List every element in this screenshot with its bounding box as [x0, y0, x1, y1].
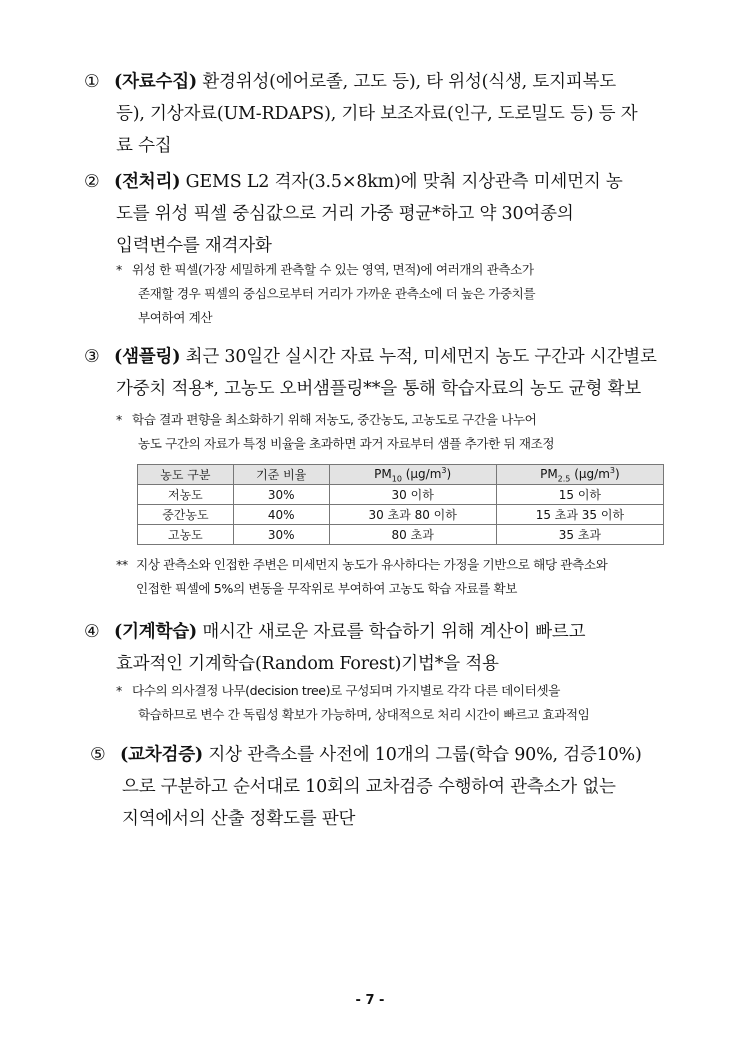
footnote-line: 학습 결과 편향을 최소화하기 위해 저농도, 중간농도, 고농도로 구간을 나누어: [132, 412, 537, 427]
item-preprocessing: [84, 166, 674, 262]
table-cell: 35 초과: [496, 525, 663, 545]
table-header-cell: 기준 비율: [233, 465, 329, 485]
table-cell: 15 초과 35 이하: [496, 505, 663, 525]
table-header-row: [138, 465, 664, 485]
table-cell: 80 초과: [329, 525, 496, 545]
item-text-line: GEMS L2 격자(3.5×8km)에 맞춰 지상관측 미세먼지 농: [180, 172, 623, 192]
footnote-line: 농도 구간의 자료가 특정 비율을 초과하면 과거 자료부터 샘플 추가한 뒤 재조정: [138, 436, 555, 451]
item-text-line: 매시간 새로운 자료를 학습하기 위해 계산이 빠르고: [196, 622, 586, 642]
page-number: - 7 -: [355, 993, 385, 1008]
footnote-mark: **: [116, 557, 128, 572]
concentration-table: [137, 464, 664, 545]
footnote-line: 위성 한 픽셀(가장 세밀하게 관측할 수 있는 영역, 면적)에 여러개의 관측소가: [132, 262, 534, 277]
table-cell: 30%: [233, 485, 329, 505]
item-machine-learning: [84, 616, 674, 680]
footnote-mark: *: [116, 683, 122, 698]
footnote-line: 부여하여 계산: [138, 310, 213, 325]
item-lead: (교차검증): [120, 745, 203, 765]
item-text-line: 입력변수를 재격자화: [116, 236, 272, 256]
footnote-line: 학습하므로 변수 간 독립성 확보가 가능하며, 상대적으로 처리 시간이 빠르고 효과적임: [138, 707, 590, 722]
table-header-cell: $PM_{10}$ $(\mu g/m^3)$: [329, 465, 496, 485]
table-cell: 30%: [233, 525, 329, 545]
footnote-sampling-weight: [116, 408, 680, 456]
item-data-collection: [84, 66, 674, 162]
footnote-line: 지상 관측소와 인접한 주변은 미세먼지 농도가 유사하다는 가정을 기반으로 해당 관측소와: [136, 557, 608, 572]
item-lead: (샘플링): [114, 347, 181, 367]
item-text-line: 지상 관측소를 사전에 10개의 그룹(학습 90%, 검증10%): [202, 745, 642, 765]
footnote-random-forest: [116, 679, 680, 727]
item-text-line: 지역에서의 산출 정확도를 판단: [122, 809, 356, 829]
table-cell: 15 이하: [496, 485, 663, 505]
item-lead: (전처리): [114, 172, 181, 192]
footnote-mark: *: [116, 262, 122, 277]
item-number: ④: [84, 622, 100, 642]
table-row: [138, 505, 664, 525]
table-header-cell: $PM_{2.5}$ $(\mu g/m^3)$: [496, 465, 663, 485]
item-number: ③: [84, 347, 100, 367]
item-text-line: 도를 위성 픽셀 중심값으로 거리 가중 평균*하고 약 30여종의: [116, 204, 574, 224]
footnote-line: 존재할 경우 픽셀의 중심으로부터 거리가 가까운 관측소에 더 높은 가중치를: [138, 286, 536, 301]
table-cell: 30 초과 80 이하: [329, 505, 496, 525]
item-text-line: 료 수집: [116, 136, 172, 156]
footnote-line: 다수의 의사결정 나무(decision tree)로 구성되며 가지별로 각각 다른 데이터셋을: [132, 683, 560, 698]
table-row: [138, 525, 664, 545]
table-cell: 40%: [233, 505, 329, 525]
item-text-line: 최근 30일간 실시간 자료 누적, 미세먼지 농도 구간과 시간별로: [180, 347, 657, 367]
item-text-line: 등), 기상자료(UM-RDAPS), 기타 보조자료(인구, 도로밀도 등) 등 자: [116, 104, 638, 124]
table-row: [138, 485, 664, 505]
table-cell: 고농도: [138, 525, 234, 545]
item-text-line: 가중치 적용*, 고농도 오버샘플링**을 통해 학습자료의 농도 균형 확보: [116, 379, 641, 399]
item-cross-validation: [90, 739, 680, 835]
table-cell: 중간농도: [138, 505, 234, 525]
footnote-mark: *: [116, 412, 122, 427]
table-cell: 30 이하: [329, 485, 496, 505]
item-number: ②: [84, 172, 100, 192]
footnote-oversampling: [116, 553, 676, 601]
footnote-line: 인접한 픽셀에 5%의 변동을 무작위로 부여하여 고농도 학습 자료를 확보: [136, 581, 518, 596]
item-number: ①: [84, 72, 100, 92]
item-lead: (기계학습): [114, 622, 197, 642]
table-header-cell: 농도 구분: [138, 465, 234, 485]
item-text-line: 환경위성(에어로졸, 고도 등), 타 위성(식생, 토지피복도: [196, 72, 616, 92]
item-text-line: 으로 구분하고 순서대로 10회의 교차검증 수행하여 관측소가 없는: [122, 777, 616, 797]
footnote-preprocessing: [116, 258, 680, 330]
item-number: ⑤: [90, 745, 106, 765]
item-lead: (자료수집): [114, 72, 197, 92]
table-cell: 저농도: [138, 485, 234, 505]
item-sampling: [84, 341, 674, 405]
item-text-line: 효과적인 기계학습(Random Forest)기법*을 적용: [116, 654, 499, 674]
